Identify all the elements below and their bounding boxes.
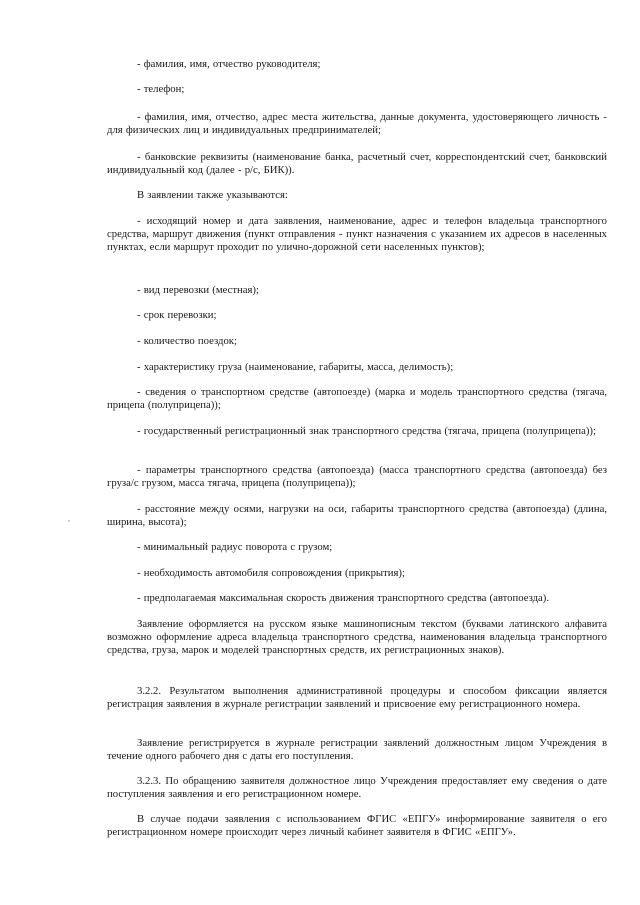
paragraph-also-indicated: В заявлении также указываются: [137,189,288,201]
paragraph-language: Заявление оформляется на русском языке машинописным текстом (буквами латинского алфавита возможно оформление адреса владельца транспортного средства, наименования владельца транспортного средства, груза, марок и моделей транспортных средств, их регистрационных знаков). [107,618,607,656]
paragraph-bank-details: - банковские реквизиты (наименование банка, расчетный счет, корреспондентский счет, банковский индивидуальный код (далее - р/с, БИК)). [107,151,607,176]
paragraph-trips-count: - количество поездок; [137,335,237,347]
paragraph-vehicle-info: - сведения о транспортном средстве (автопоезде) (марка и модель транспортного средства (тягача, прицепа (полуприцепа)); [107,386,607,411]
paragraph-axles: - расстояние между осями, нагрузки на оси, габариты транспортного средства (автопоезда) (длина, ширина, высота); [107,503,607,528]
paragraph-head-fullname: - фамилия, имя, отчество руководителя; [137,58,321,70]
paragraph-escort-vehicle: - необходимость автомобиля сопровождения (прикрытия); [137,567,405,579]
paragraph-individuals: - фамилия, имя, отчество, адрес места жительства, данные документа, удостоверяющего личность - для физических лиц и индивидуальных предпринимателей; [107,111,607,136]
scan-speck [68,520,70,522]
paragraph-cargo: - характеристику груза (наименование, габариты, масса, делимость); [137,361,454,373]
paragraph-epgu: В случае подачи заявления с использованием ФГИС «ЕПГУ» информирование заявителя о его регистрационном номере происходит через личный кабинет заявителя в ФГИС «ЕПГУ». [107,813,607,838]
paragraph-route: - исходящий номер и дата заявления, наименование, адрес и телефон владельца транспортного средства, маршрут движения (пункт отправления - пункт назначения с указанием их адресов в населенных пунктах, если маршрут проходит по улично-дорожной сети населенных пунктов); [107,215,607,253]
paragraph-registration-timing: Заявление регистрируется в журнале регистрации заявлений должностным лицом Учреждения в течение одного рабочего дня с даты его поступления. [107,737,607,762]
paragraph-turn-radius: - минимальный радиус поворота с грузом; [137,541,333,553]
paragraph-max-speed: - предполагаемая максимальная скорость движения транспортного средства (автопоезда). [137,592,550,604]
paragraph-vehicle-params: - параметры транспортного средства (автопоезда) (масса транспортного средства (автопоезда) без груза/с грузом, масса тягача, прицепа (полуприцепа)); [107,464,607,489]
paragraph-term: - срок перевозки; [137,309,217,321]
paragraph-3-2-2: 3.2.2. Результатом выполнения административной процедуры и способом фиксации является регистрация заявления в журнале регистрации заявлений и присвоение ему регистрационного номера. [107,685,607,710]
paragraph-phone: - телефон; [137,83,185,95]
paragraph-transport-type: - вид перевозки (местная); [137,284,259,296]
paragraph-registration-plate: - государственный регистрационный знак транспортного средства (тягача, прицепа (полуприцепа)); [137,425,596,437]
paragraph-3-2-3: 3.2.3. По обращению заявителя должностное лицо Учреждения предоставляет ему сведения о дате поступления заявления и его регистрационном номере. [107,775,607,800]
